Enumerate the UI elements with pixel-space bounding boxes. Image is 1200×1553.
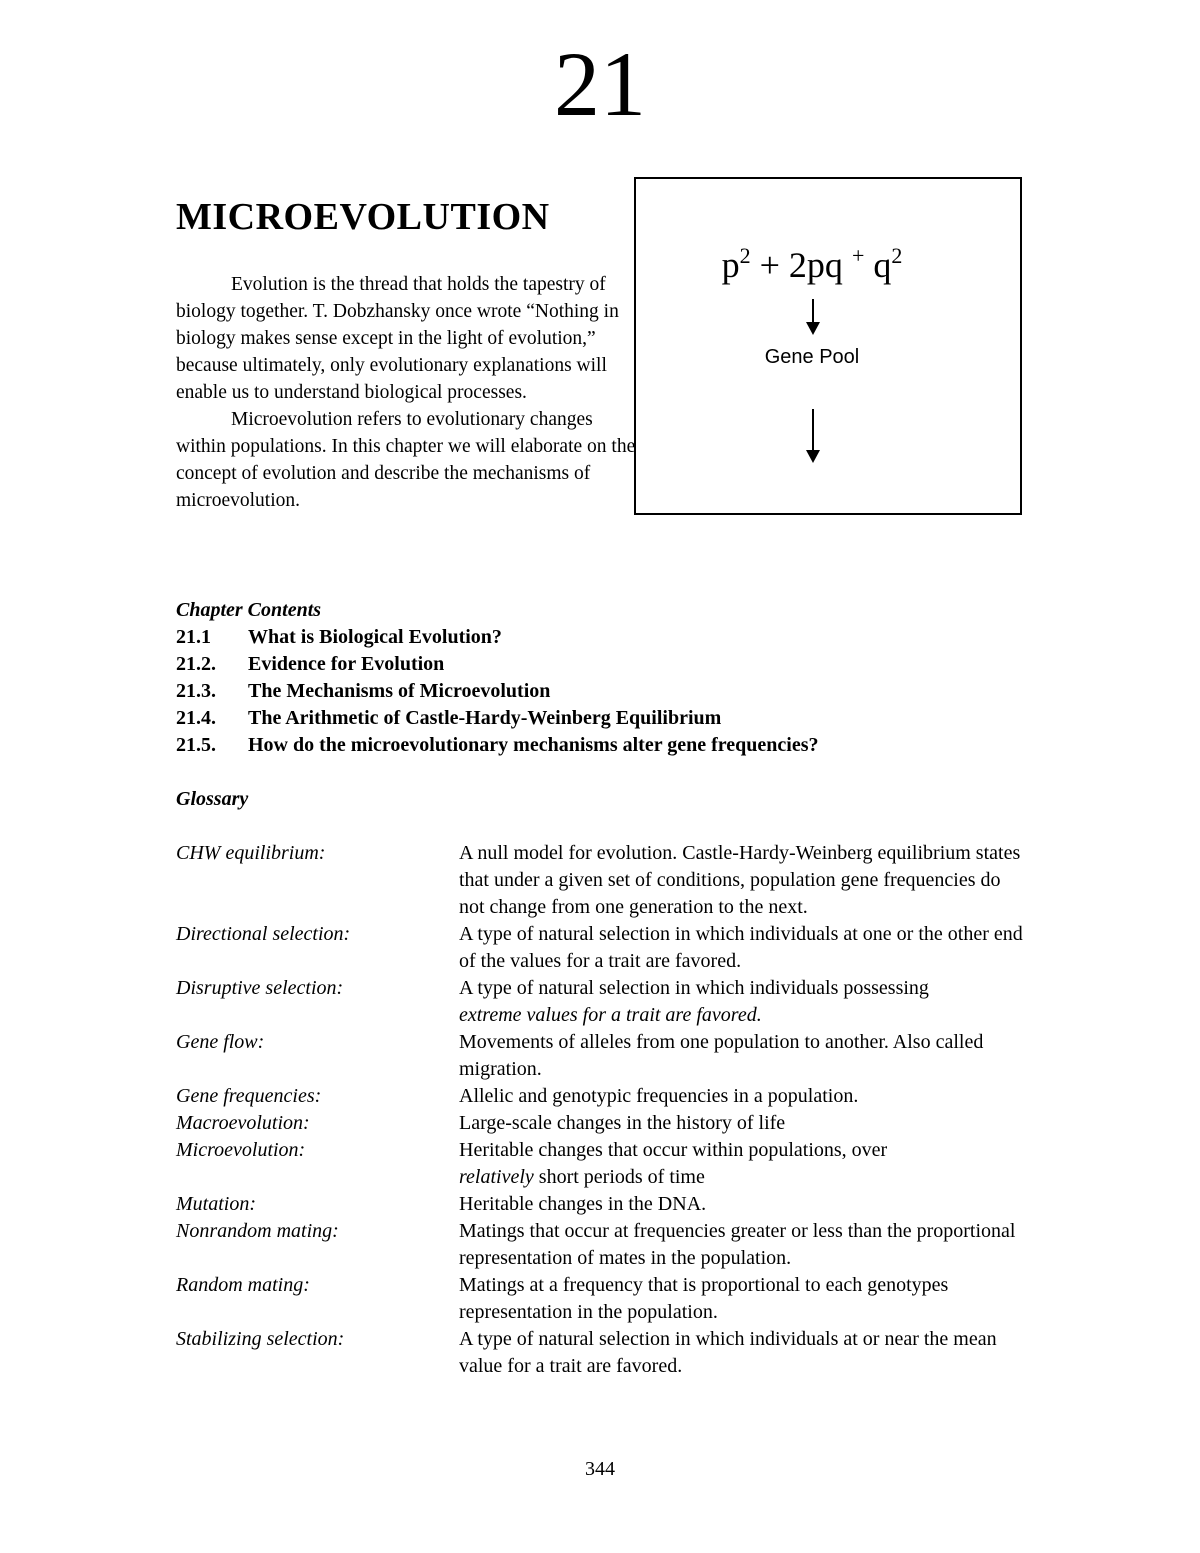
- intro-paragraph-2: Microevolution refers to evolutionary changes within populations. In this chapter we will elaborate on the concept of evolution and describe the mechanisms of microevolution.: [176, 409, 636, 511]
- glossary-term: Disruptive selection:: [176, 977, 344, 999]
- glossary-definition: Heritable changes that occur within populations, over: [459, 1139, 888, 1161]
- glossary-list: [176, 840, 1036, 1380]
- glossary-definition: Matings at a frequency that is proportional to each genotypes representation in the population.: [459, 1274, 949, 1323]
- glossary-definition-tail: short periods of time: [533, 1166, 705, 1188]
- glossary-entry: [176, 1137, 1036, 1191]
- glossary-term: Microevolution:: [176, 1139, 306, 1161]
- gene-pool-label: Gene Pool: [764, 346, 860, 368]
- glossary-heading: Glossary: [176, 788, 249, 810]
- chapter-intro: [176, 271, 646, 514]
- toc-title: What is Biological Evolution?: [248, 626, 502, 648]
- toc-item: [176, 624, 819, 651]
- hardy-weinberg-formula-box: [634, 177, 1022, 515]
- page-number: 344: [585, 1458, 615, 1480]
- glossary-term: Directional selection:: [176, 923, 351, 945]
- toc-title: The Mechanisms of Microevolution: [248, 680, 551, 702]
- toc-title: Evidence for Evolution: [248, 653, 445, 675]
- formula-middle-term: + 2pq: [750, 245, 852, 285]
- toc-item: [176, 732, 819, 759]
- glossary-definition-block: [459, 975, 1029, 1029]
- toc-title: The Arithmetic of Castle-Hardy-Weinberg Equilibrium: [248, 707, 722, 729]
- glossary-definition: A type of natural selection in which individuals at or near the mean value for a trait are favored.: [459, 1328, 997, 1377]
- glossary-definition: Heritable changes in the DNA.: [459, 1193, 707, 1215]
- glossary-definition: Movements of alleles from one population to another. Also called migration.: [459, 1031, 984, 1080]
- glossary-term: Nonrandom mating:: [176, 1220, 339, 1242]
- toc-item: [176, 705, 819, 732]
- glossary-entry: [176, 1218, 1036, 1272]
- hardy-weinberg-formula: [636, 243, 988, 285]
- chapter-number: 21: [554, 33, 646, 135]
- glossary-entry: [176, 1110, 1036, 1137]
- toc-number: 21.3.: [176, 680, 216, 702]
- glossary-term: Random mating:: [176, 1274, 310, 1296]
- intro-paragraph-1: Evolution is the thread that holds the tapestry of biology together. T. Dobzhansky once wrote “Nothing in biology makes sense except in the light of evolution,” because ultimately, only evolutionary explanations will enable us to understand biological processes.: [176, 274, 619, 403]
- formula-q-exponent: 2: [891, 243, 903, 268]
- glossary-entry: [176, 1326, 1036, 1380]
- glossary-entry: [176, 921, 1036, 975]
- glossary-entry: [176, 975, 1036, 1029]
- glossary-term: Gene flow:: [176, 1031, 265, 1053]
- toc-title: How do the microevolutionary mechanisms alter gene frequencies?: [248, 734, 819, 756]
- glossary-definition: Large-scale changes in the history of life: [459, 1112, 786, 1134]
- down-arrow-icon: [812, 299, 814, 323]
- glossary-definition-italic: extreme values for a trait are favored.: [459, 1004, 762, 1026]
- glossary-definition: Matings that occur at frequencies greater or less than the proportional representation of mates in the population.: [459, 1220, 1016, 1269]
- glossary-term: Stabilizing selection:: [176, 1328, 345, 1350]
- toc-number: 21.1: [176, 626, 211, 648]
- toc-item: [176, 678, 819, 705]
- glossary-term: CHW equilibrium:: [176, 842, 326, 864]
- formula-p-exponent: 2: [739, 243, 751, 268]
- glossary-definition-italic: relatively: [459, 1166, 534, 1188]
- formula-plus-superscript: +: [851, 243, 865, 268]
- glossary-entry: [176, 1272, 1036, 1326]
- toc-number: 21.2.: [176, 653, 216, 675]
- glossary-term: Gene frequencies:: [176, 1085, 322, 1107]
- chapter-contents: [176, 597, 819, 759]
- glossary-definition: Allelic and genotypic frequencies in a population.: [459, 1085, 859, 1107]
- glossary-definition: A type of natural selection in which individuals at one or the other end of the values for a trait are favored.: [459, 923, 1023, 972]
- toc-number: 21.5.: [176, 734, 216, 756]
- glossary-term: Macroevolution:: [176, 1112, 310, 1134]
- glossary-term: Mutation:: [176, 1193, 256, 1215]
- formula-p: p: [721, 245, 740, 285]
- glossary-entry: [176, 840, 1036, 921]
- glossary-entry: [176, 1083, 1036, 1110]
- glossary-definition: A null model for evolution. Castle-Hardy-Weinberg equilibrium states that under a given set of conditions, population gene frequencies do not change from one generation to the next.: [459, 842, 1021, 918]
- glossary-entry: [176, 1029, 1036, 1083]
- glossary-definition: A type of natural selection in which individuals possessing: [459, 977, 929, 999]
- contents-heading: Chapter Contents: [176, 599, 322, 621]
- down-arrow-icon: [812, 409, 814, 451]
- glossary-definition-block: [459, 1137, 1029, 1191]
- toc-number: 21.4.: [176, 707, 216, 729]
- chapter-title: MICROEVOLUTION: [176, 196, 550, 238]
- toc-item: [176, 651, 819, 678]
- formula-q: q: [864, 245, 892, 285]
- glossary-entry: [176, 1191, 1036, 1218]
